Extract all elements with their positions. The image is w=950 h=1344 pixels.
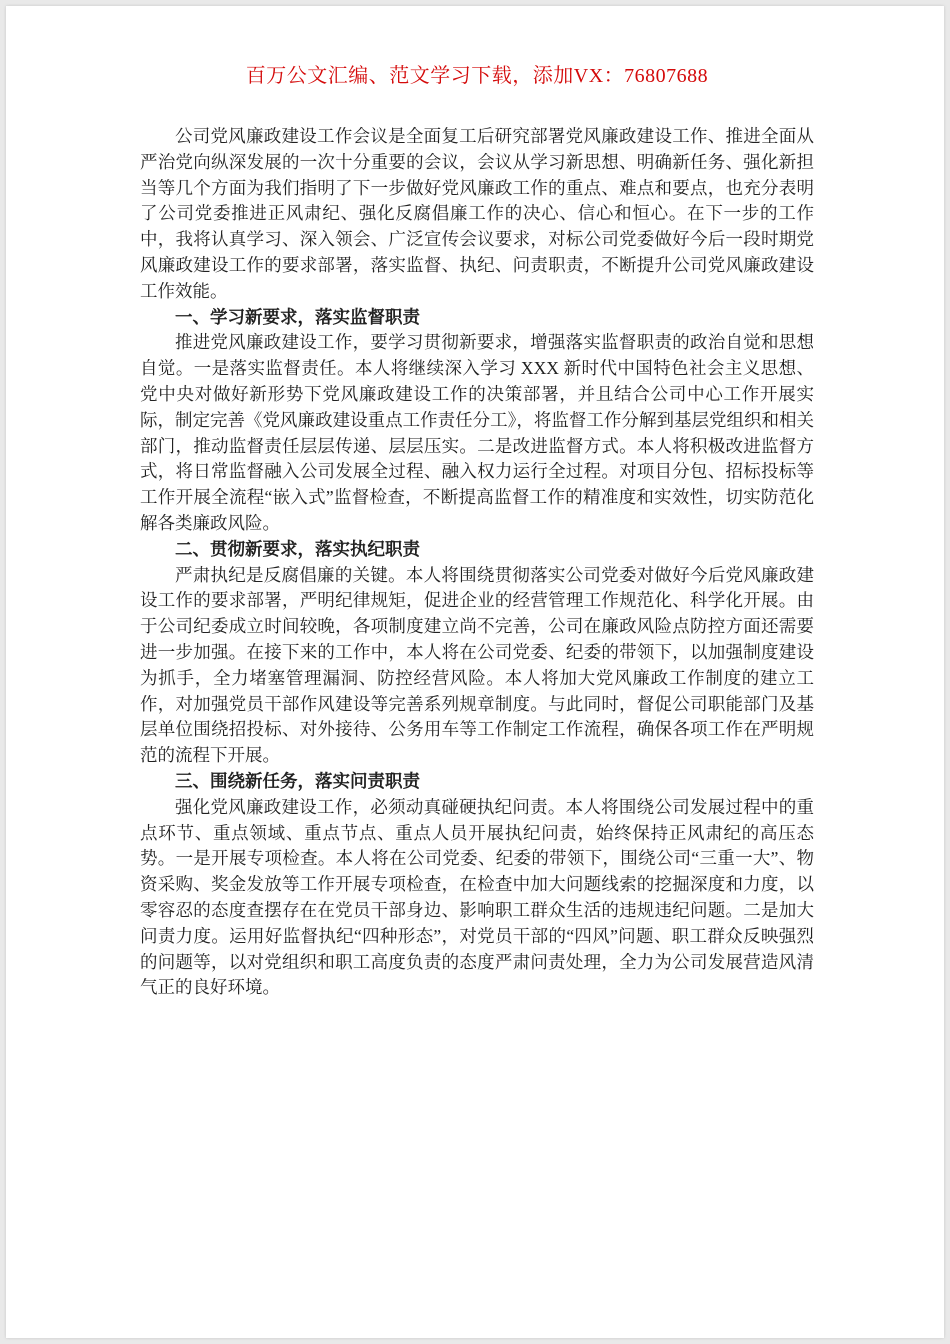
section-heading: 三、围绕新任务，落实问责职责 [175, 770, 420, 791]
paragraph: 严肃执纪是反腐倡廉的关键。本人将围绕贯彻落实公司党委对做好今后党风廉政建设工作的要求部署，严明纪律规矩，促进企业的经营管理工作规范化、科学化开展。由于公司纪委成立时间较晚，各项制度建立尚不完善，公司在廉政风险点防控方面还需要进一步加强。在接下来的工作中，本人将在公司党委、纪委的带领下，以加强制度建设为抓手，全力堵塞管理漏洞、防控经营风险。本人将加大党风廉政工作制度的建立工作，对加强党员干部作风建设等完善系列规章制度。与此同时，督促公司职能部门及基层单位围绕招投标、对外接待、公务用车等工作制定工作流程，确保各项工作在严明规范的流程下开展。 [140, 564, 814, 766]
document-body [140, 124, 814, 1001]
section-heading: 二、贯彻新要求，落实执纪职责 [175, 538, 420, 559]
paragraph: 强化党风廉政建设工作，必须动真碰硬执纪问责。本人将围绕公司发展过程中的重点环节、重点领域、重点节点、重点人员开展执纪问责，始终保持正风肃纪的高压态势。一是开展专项检查。本人将在公司党委、纪委的带领下，围绕公司“三重一大”、物资采购、奖金发放等工作开展专项检查，在检查中加大问题线索的挖掘深度和力度，以零容忍的态度查摆存在在党员干部身边、影响职工群众生活的违规违纪问题。二是加大问责力度。运用好监督执纪“四种形态”，对党员干部的“四风”问题、职工群众反映强烈的问题等，以对党组织和职工高度负责的态度严肃问责处理，全力为公司发展营造风清气正的良好环境。 [140, 796, 814, 998]
promo-notice-text: 百万公文汇编、范文学习下载，添加VX：76807688 [245, 65, 709, 87]
document-page [6, 6, 944, 1338]
section-heading: 一、学习新要求，落实监督职责 [175, 306, 420, 327]
paragraph: 推进党风廉政建设工作，要学习贯彻新要求，增强落实监督职责的政治自觉和思想自觉。一是落实监督责任。本人将继续深入学习 XXX 新时代中国特色社会主义思想、党中央对做好新形势下党风廉政建设工作的决策部署，并且结合公司中心工作开展实际，制定完善《党风廉政建设重点工作责任分工》，将监督工作分解到基层党组织和相关部门，推动监督责任层层传递、层层压实。二是改进监督方式。本人将积极改进监督方式，将日常监督融入公司发展全过程、融入权力运行全过程。对项目分包、招标投标等工作开展全流程“嵌入式”监督检查，不断提高监督工作的精准度和实效性，切实防范化解各类廉政风险。 [140, 332, 814, 533]
paragraph: 公司党风廉政建设工作会议是全面复工后研究部署党风廉政建设工作、推进全面从严治党向纵深发展的一次十分重要的会议，会议从学习新思想、明确新任务、强化新担当等几个方面为我们指明了下一步做好党风廉政工作的重点、难点和要点，也充分表明了公司党委推进正风肃纪、强化反腐倡廉工作的决心、信心和恒心。在下一步的工作中，我将认真学习、深入领会、广泛宣传会议要求，对标公司党委做好今后一段时期党风廉政建设工作的要求部署，落实监督、执纪、问责职责，不断提升公司党风廉政建设工作效能。 [140, 126, 814, 301]
